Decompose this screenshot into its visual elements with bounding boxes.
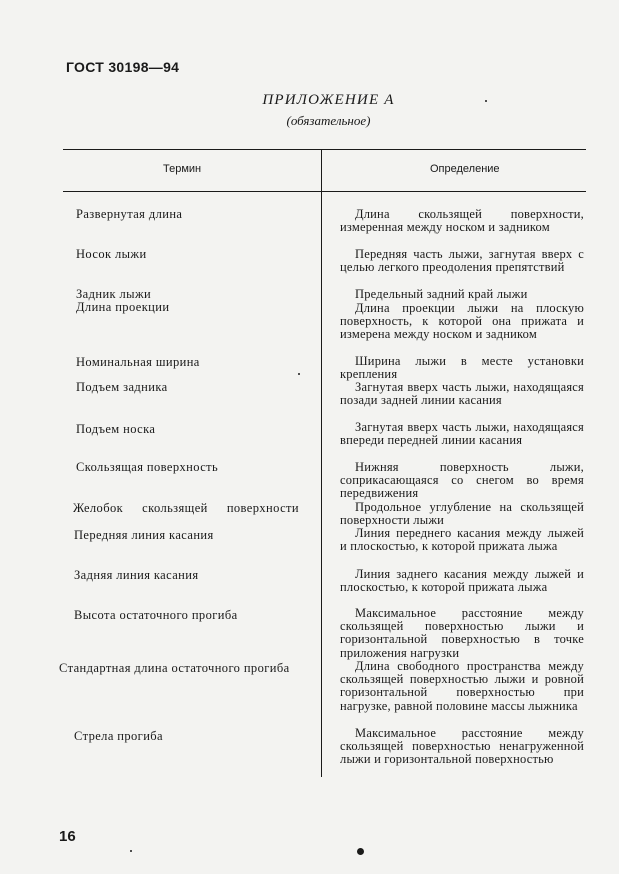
term-cell: Передняя линия касания xyxy=(74,528,214,542)
definition-cell: Длина проекции лыжи на плоскую поверхность, к которой она прижата и измерена между носком и задником xyxy=(340,301,584,342)
page-number: 16 xyxy=(59,828,76,845)
definition-cell: Длина свободного пространства между скользящей поверхностью лыжи и ровной горизонтальной поверхностью при нагрузке, равной половине массы лыжника xyxy=(340,659,584,713)
term-cell: Длина проекции xyxy=(76,300,170,314)
definition-cell: Линия переднего касания между лыжей и плоскостью, к которой прижата лыжа xyxy=(340,526,584,554)
document-code: ГОСТ 30198—94 xyxy=(66,59,180,75)
scan-speck xyxy=(485,100,487,102)
column-header-term: Термин xyxy=(163,163,202,175)
term-cell: Подъем носка xyxy=(76,422,156,436)
table-top-rule xyxy=(63,149,586,150)
definition-cell: Максимальное расстояние между скользящей поверхностью ненагруженной лыжи и горизонтальной поверхностью xyxy=(340,726,584,767)
scan-speck xyxy=(298,373,300,375)
definition-cell: Предельный задний край лыжи xyxy=(355,287,528,301)
definition-cell: Ширина лыжи в месте установки крепления xyxy=(340,354,584,382)
appendix-subtitle: (обязательное) xyxy=(286,113,371,128)
term-cell: Стандартная длина остаточного прогиба xyxy=(59,661,290,675)
scan-speck xyxy=(130,850,132,852)
definition-cell: Передняя часть лыжи, загнутая вверх с целью легкого преодоления препятствий xyxy=(340,247,584,275)
term-cell: Задник лыжи xyxy=(76,287,152,301)
term-cell: Носок лыжи xyxy=(76,247,147,261)
column-divider xyxy=(321,149,322,777)
definition-cell: Максимальное расстояние между скользящей поверхностью лыжи и горизонтальной поверхностью в точке приложения нагрузки xyxy=(340,606,584,660)
definition-cell: Продольное углубление на скользящей поверхности лыжи xyxy=(340,500,584,528)
term-cell: Стрела прогиба xyxy=(74,729,164,743)
term-cell: Развернутая длина xyxy=(76,207,183,221)
definition-cell: Длина скользящей поверхности, измеренная между носком и задником xyxy=(340,207,584,235)
table-header-rule xyxy=(63,191,586,192)
definition-cell: Нижняя поверхность лыжи, соприкасающаяся со снегом во время передвижения xyxy=(340,460,584,501)
term-cell: Подъем задника xyxy=(76,380,168,394)
scan-speck xyxy=(357,848,364,855)
term-cell: Номинальная ширина xyxy=(76,355,200,369)
definition-cell: Линия заднего касания между лыжей и плоскостью, к которой прижата лыжа xyxy=(340,567,584,595)
term-cell: Желобок скользящей поверхности xyxy=(73,501,299,515)
definition-cell: Загнутая вверх часть лыжи, находящаяся позади задней линии касания xyxy=(340,380,584,408)
term-cell: Скользящая поверхность xyxy=(76,460,219,474)
appendix-title: ПРИЛОЖЕНИЕ А xyxy=(262,92,395,108)
column-header-definition: Определение xyxy=(430,163,500,175)
definition-cell: Загнутая вверх часть лыжи, находящаяся впереди передней линии касания xyxy=(340,420,584,448)
term-cell: Задняя линия касания xyxy=(74,568,199,582)
term-cell: Высота остаточного прогиба xyxy=(74,608,238,622)
